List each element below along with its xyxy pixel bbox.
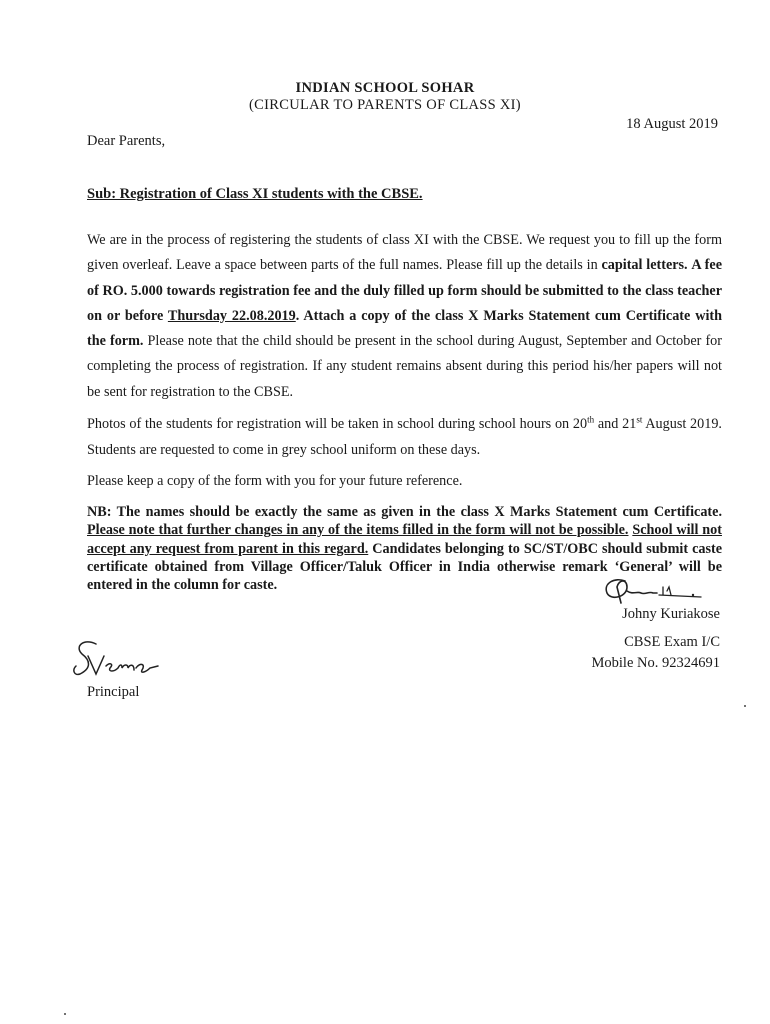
p1-bold-capital: capital letters. [601,257,688,274]
exam-ic-role: CBSE Exam I/C [624,634,720,650]
nb-underline-2: School will not accept any request from parent in this regard. [87,522,722,557]
exam-ic-name: Johny Kuriakose [622,606,720,622]
paragraph-keep-copy: Please keep a copy of the form with you for your future reference. [87,473,463,489]
circular-title: (CIRCULAR TO PARENTS OF CLASS XI) [249,97,521,113]
p2-text-1: Photos of the students for registration will be taken in school during school hours on 20 [87,416,588,432]
nb-underline-1: Please note that further changes in any of the items filled in the form will not be possible. [87,522,629,539]
nb-text-1: NB: The names should be exactly the same as given in the class X Marks Statement cum Certificate. [87,504,722,520]
paragraph-photos [87,411,722,463]
scan-speck [744,705,746,707]
p2-sup-st: st [636,414,643,425]
scan-speck [64,1013,66,1015]
p1-deadline: Thursday 22.08.2019 [167,307,296,324]
p2-text-2: and 21 [594,416,637,432]
subject-line: Sub: Registration of Class XI students with the CBSE. [87,186,423,202]
exam-ic-mobile: Mobile No. 92324691 [591,655,720,671]
p2-sup-th: th [587,414,595,425]
nb-text-2: Candidates belonging to SC/ST/OBC should submit caste certificate obtained from Village Officer/Taluk Officer in India otherwise remark ‘General’ will be entered in the column for caste. [87,540,723,594]
p1-bold-attach: . Attach a copy of the class X Marks Statement cum Certificate with the form. [87,307,722,350]
principal-signature [70,636,170,684]
p2-text-3: August 2019. Students are requested to come in grey school uniform on these days. [87,416,722,458]
p1-text-1: We are in the process of registering the students of class XI with the CBSE. We request you to fill up the form given overleaf. Leave a space between parts of the full names. Please fill up the details in [87,232,722,274]
exam-ic-signature [597,573,707,607]
p1-text-3: Please note that the child should be present in the school during August, September and October for completing the process of registration. If any student remains absent during this period his/her papers will not be sent for registration to the CBSE. [87,333,722,400]
school-name: INDIAN SCHOOL SOHAR [295,80,475,96]
salutation: Dear Parents, [87,133,166,149]
circular-date: 18 August 2019 [626,116,718,132]
principal-title: Principal [87,684,140,700]
paragraph-registration [87,228,722,405]
p1-bold-fee: A fee of RO. 5.000 towards registration fee and the duly filled up form should be submitted to the class teacher on or before [87,257,723,324]
